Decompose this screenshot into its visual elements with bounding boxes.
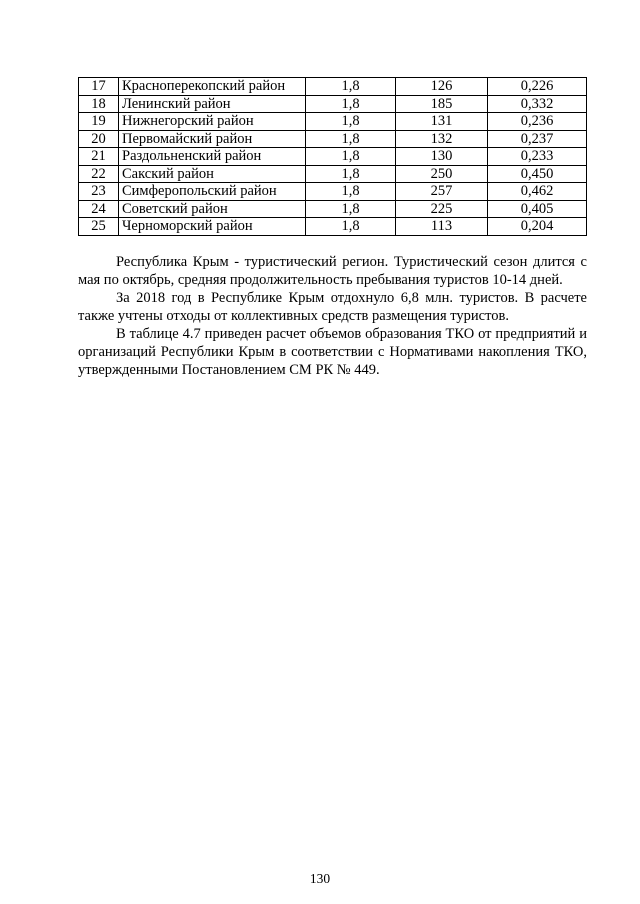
table-row xyxy=(79,113,587,131)
volume-value: 0,233 xyxy=(488,148,587,166)
table-row xyxy=(79,148,587,166)
row-number: 24 xyxy=(79,200,119,218)
district-name: Черноморский район xyxy=(119,218,306,236)
norm-value: 1,8 xyxy=(306,95,396,113)
page-number: 130 xyxy=(309,871,331,886)
district-name: Нижнегорский район xyxy=(119,113,306,131)
volume-value: 0,450 xyxy=(488,165,587,183)
district-name: Первомайский район xyxy=(119,130,306,148)
row-number: 25 xyxy=(79,218,119,236)
norm-value: 1,8 xyxy=(306,165,396,183)
paragraph: В таблице 4.7 приведен расчет объемов образования ТКО от предприятий и организаций Республики Крым в соответствии с Нормативами накопления ТКО, утвержденными Постановлением СМ РК № 449. xyxy=(78,326,587,378)
body-text xyxy=(78,253,587,379)
table-row xyxy=(79,165,587,183)
table-row xyxy=(79,95,587,113)
count-value: 131 xyxy=(396,113,488,131)
count-value: 225 xyxy=(396,200,488,218)
row-number: 23 xyxy=(79,183,119,201)
count-value: 126 xyxy=(396,78,488,96)
norm-value: 1,8 xyxy=(306,218,396,236)
district-name: Красноперекопский район xyxy=(119,78,306,96)
count-value: 113 xyxy=(396,218,488,236)
count-value: 250 xyxy=(396,165,488,183)
row-number: 21 xyxy=(79,148,119,166)
row-number: 22 xyxy=(79,165,119,183)
volume-value: 0,462 xyxy=(488,183,587,201)
table-row xyxy=(79,200,587,218)
district-table xyxy=(78,77,587,236)
count-value: 257 xyxy=(396,183,488,201)
row-number: 17 xyxy=(79,78,119,96)
district-name: Симферопольский район xyxy=(119,183,306,201)
norm-value: 1,8 xyxy=(306,148,396,166)
count-value: 130 xyxy=(396,148,488,166)
volume-value: 0,204 xyxy=(488,218,587,236)
norm-value: 1,8 xyxy=(306,130,396,148)
table-row xyxy=(79,78,587,96)
row-number: 20 xyxy=(79,130,119,148)
district-name: Советский район xyxy=(119,200,306,218)
volume-value: 0,405 xyxy=(488,200,587,218)
count-value: 132 xyxy=(396,130,488,148)
paragraph: За 2018 год в Республике Крым отдохнуло 6,8 млн. туристов. В расчете также учтены отходы от коллективных средств размещения туристов. xyxy=(78,290,587,324)
volume-value: 0,237 xyxy=(488,130,587,148)
table-row xyxy=(79,218,587,236)
district-name: Ленинский район xyxy=(119,95,306,113)
row-number: 19 xyxy=(79,113,119,131)
table-row xyxy=(79,183,587,201)
district-name: Раздольненский район xyxy=(119,148,306,166)
volume-value: 0,332 xyxy=(488,95,587,113)
volume-value: 0,226 xyxy=(488,78,587,96)
district-name: Сакский район xyxy=(119,165,306,183)
table-row xyxy=(79,130,587,148)
norm-value: 1,8 xyxy=(306,78,396,96)
count-value: 185 xyxy=(396,95,488,113)
norm-value: 1,8 xyxy=(306,113,396,131)
paragraph: Республика Крым - туристический регион. Туристический сезон длится с мая по октябрь, средняя продолжительность пребывания туристов 10-14 дней. xyxy=(78,254,587,288)
norm-value: 1,8 xyxy=(306,183,396,201)
volume-value: 0,236 xyxy=(488,113,587,131)
row-number: 18 xyxy=(79,95,119,113)
norm-value: 1,8 xyxy=(306,200,396,218)
